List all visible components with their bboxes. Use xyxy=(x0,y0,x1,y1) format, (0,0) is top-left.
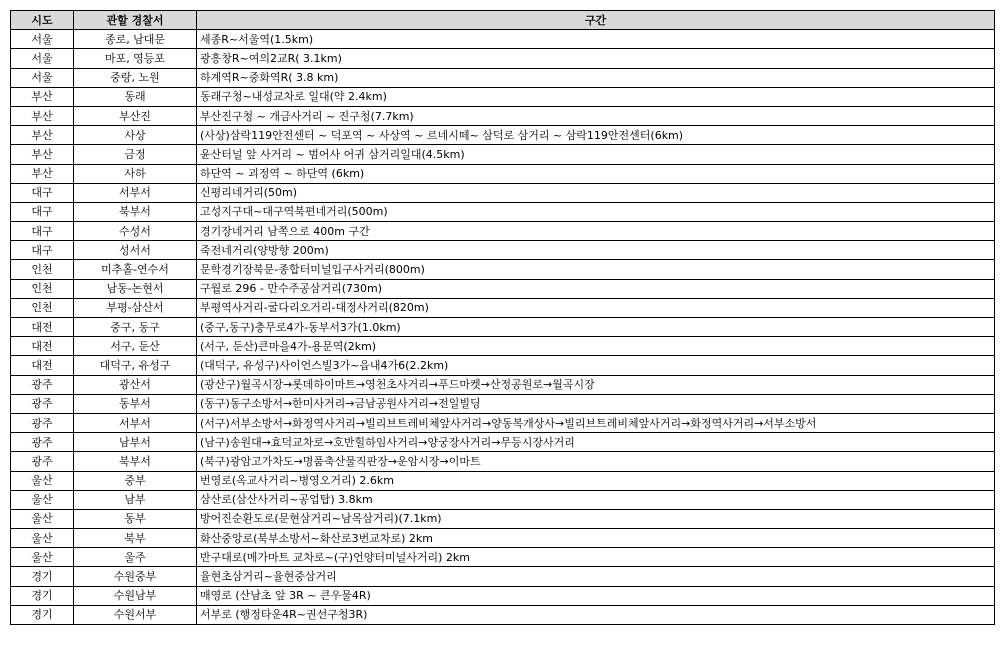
cell-section: 경기장네거리 남쪽으로 400m 구간 xyxy=(197,222,995,241)
cell-police-station: 금정 xyxy=(74,145,197,164)
table-row xyxy=(11,202,995,221)
cell-province: 경기 xyxy=(11,605,74,624)
table-row xyxy=(11,106,995,125)
table-row xyxy=(11,183,995,202)
cell-section: 방어진순환도로(문현삼거리~남목삼거리)(7.1km) xyxy=(197,509,995,528)
cell-section: 윤산터널 앞 사거리 ~ 범어사 어귀 삼거리일대(4.5km) xyxy=(197,145,995,164)
cell-province: 인천 xyxy=(11,260,74,279)
table-row xyxy=(11,222,995,241)
cell-section: (서구, 둔산)큰마을4가-용문역(2km) xyxy=(197,337,995,356)
cell-police-station: 남부 xyxy=(74,490,197,509)
cell-section: (서구)서부소방서→화정역사거리→빌리브트레비체앞사거리→양동복개상사→빌리브트레비체앞사거리→화정역사거리→서부소방서 xyxy=(197,413,995,432)
table-row xyxy=(11,126,995,145)
cell-police-station: 남동-논현서 xyxy=(74,279,197,298)
cell-police-station: 사상 xyxy=(74,126,197,145)
cell-police-station: 서부서 xyxy=(74,413,197,432)
cell-police-station: 종로, 남대문 xyxy=(74,30,197,49)
cell-police-station: 수원서부 xyxy=(74,605,197,624)
cell-province: 광주 xyxy=(11,433,74,452)
cell-police-station: 마포, 영등포 xyxy=(74,49,197,68)
cell-police-station: 수원중부 xyxy=(74,567,197,586)
cell-section: 반구대로(메가마트 교차로~(구)언양터미널사거리) 2km xyxy=(197,548,995,567)
cell-province: 서울 xyxy=(11,30,74,49)
cell-section: 하단역 ~ 괴정역 ~ 하단역 (6km) xyxy=(197,164,995,183)
cell-police-station: 광산서 xyxy=(74,375,197,394)
cell-police-station: 동래 xyxy=(74,87,197,106)
cell-section: 부평역사거리-굴다리오거리-대정사거리(820m) xyxy=(197,298,995,317)
cell-section: (사상)삼락119안전센터 ~ 덕포역 ~ 사상역 ~ 르네시떼~ 삼덕로 삼거리 ~ 삼락119안전센터(6km) xyxy=(197,126,995,145)
cell-province: 광주 xyxy=(11,452,74,471)
cell-section: 동래구청~내성교차로 일대(약 2.4km) xyxy=(197,87,995,106)
cell-section: 구월로 296 - 만수주공삼거리(730m) xyxy=(197,279,995,298)
table-row xyxy=(11,337,995,356)
cell-province: 대구 xyxy=(11,202,74,221)
cell-section: 죽전네거리(양방향 200m) xyxy=(197,241,995,260)
cell-police-station: 부산진 xyxy=(74,106,197,125)
table-row xyxy=(11,567,995,586)
cell-province: 광주 xyxy=(11,394,74,413)
cell-police-station: 북부 xyxy=(74,529,197,548)
cell-police-station: 동부서 xyxy=(74,394,197,413)
header-row xyxy=(11,11,995,30)
cell-section: 세종R~서울역(1.5km) xyxy=(197,30,995,49)
cell-section: (동구)동구소방서→한미사거리→금남공원사거리→전일빌딩 xyxy=(197,394,995,413)
cell-province: 대구 xyxy=(11,241,74,260)
cell-province: 울산 xyxy=(11,471,74,490)
cell-section: 신평리네거리(50m) xyxy=(197,183,995,202)
table-row xyxy=(11,394,995,413)
table-row xyxy=(11,471,995,490)
cell-province: 광주 xyxy=(11,375,74,394)
cell-section: (대덕구, 유성구)사이언스빌3가~읍내4가6(2.2km) xyxy=(197,356,995,375)
cell-province: 부산 xyxy=(11,145,74,164)
cell-section: (광산구)월곡시장→롯데하이마트→영천초사거리→푸드마켓→산정공원로→월곡시장 xyxy=(197,375,995,394)
table-row xyxy=(11,509,995,528)
cell-police-station: 남부서 xyxy=(74,433,197,452)
cell-police-station: 대덕구, 유성구 xyxy=(74,356,197,375)
table-row xyxy=(11,452,995,471)
cell-section: 하계역R~중화역R( 3.8 km) xyxy=(197,68,995,87)
table-row xyxy=(11,241,995,260)
table-row xyxy=(11,529,995,548)
table-row xyxy=(11,375,995,394)
table-row xyxy=(11,586,995,605)
cell-province: 대구 xyxy=(11,183,74,202)
cell-police-station: 중구, 동구 xyxy=(74,318,197,337)
cell-police-station: 성서서 xyxy=(74,241,197,260)
cell-province: 부산 xyxy=(11,106,74,125)
cell-section: 서부로 (행정타운4R~권선구청3R) xyxy=(197,605,995,624)
cell-section: 율현초삼거리~율현중삼거리 xyxy=(197,567,995,586)
table-body xyxy=(11,30,995,625)
table-row xyxy=(11,87,995,106)
table-row xyxy=(11,30,995,49)
cell-province: 서울 xyxy=(11,68,74,87)
cell-section: (북구)광암고가차도→명품축산물직판장→운암시장→이마트 xyxy=(197,452,995,471)
header-section: 구간 xyxy=(197,11,995,30)
cell-province: 인천 xyxy=(11,279,74,298)
cell-province: 대전 xyxy=(11,356,74,375)
cell-section: 삼산로(삼산사거리~공업탑) 3.8km xyxy=(197,490,995,509)
cell-police-station: 중랑, 노원 xyxy=(74,68,197,87)
cell-province: 서울 xyxy=(11,49,74,68)
cell-section: (중구,동구)충무로4가-동부서3가(1.0km) xyxy=(197,318,995,337)
table-row xyxy=(11,68,995,87)
cell-province: 대전 xyxy=(11,318,74,337)
table-row xyxy=(11,49,995,68)
cell-province: 울산 xyxy=(11,548,74,567)
cell-police-station: 중부 xyxy=(74,471,197,490)
cell-province: 부산 xyxy=(11,87,74,106)
cell-section: 화산중앙로(북부소방서~화산로3번교차로) 2km xyxy=(197,529,995,548)
cell-province: 경기 xyxy=(11,586,74,605)
cell-police-station: 수성서 xyxy=(74,222,197,241)
header-province: 시도 xyxy=(11,11,74,30)
table-row xyxy=(11,433,995,452)
table-row xyxy=(11,490,995,509)
cell-province: 울산 xyxy=(11,529,74,548)
cell-province: 광주 xyxy=(11,413,74,432)
table-row xyxy=(11,298,995,317)
table-row xyxy=(11,605,995,624)
cell-section: (남구)송원대→효덕교차로→호반힐하임사거리→양궁장사거리→무등시장사거리 xyxy=(197,433,995,452)
header-police-station: 관할 경찰서 xyxy=(74,11,197,30)
enforcement-zone-table xyxy=(10,10,995,625)
cell-province: 부산 xyxy=(11,126,74,145)
cell-province: 대구 xyxy=(11,222,74,241)
cell-section: 번영로(옥교사거리~병영오거리) 2.6km xyxy=(197,471,995,490)
table-row xyxy=(11,145,995,164)
table-row xyxy=(11,164,995,183)
table-row xyxy=(11,260,995,279)
table-row xyxy=(11,318,995,337)
cell-section: 문학경기장북문-종합터미널입구사거리(800m) xyxy=(197,260,995,279)
cell-section: 광흥창R~여의2교R( 3.1km) xyxy=(197,49,995,68)
cell-police-station: 북부서 xyxy=(74,202,197,221)
cell-police-station: 부평-삼산서 xyxy=(74,298,197,317)
cell-police-station: 서부서 xyxy=(74,183,197,202)
table-row xyxy=(11,356,995,375)
cell-section: 부산진구청 ~ 개금사거리 ~ 진구청(7.7km) xyxy=(197,106,995,125)
cell-police-station: 미추홀-연수서 xyxy=(74,260,197,279)
cell-province: 대전 xyxy=(11,337,74,356)
table-row xyxy=(11,279,995,298)
cell-police-station: 수원남부 xyxy=(74,586,197,605)
cell-province: 울산 xyxy=(11,509,74,528)
cell-province: 울산 xyxy=(11,490,74,509)
cell-police-station: 동부 xyxy=(74,509,197,528)
table-row xyxy=(11,548,995,567)
cell-province: 인천 xyxy=(11,298,74,317)
cell-section: 고성지구대~대구역북편네거리(500m) xyxy=(197,202,995,221)
cell-province: 부산 xyxy=(11,164,74,183)
cell-police-station: 사하 xyxy=(74,164,197,183)
cell-section: 매영로 (산남초 앞 3R ~ 큰우물4R) xyxy=(197,586,995,605)
cell-police-station: 울주 xyxy=(74,548,197,567)
cell-province: 경기 xyxy=(11,567,74,586)
cell-police-station: 서구, 둔산 xyxy=(74,337,197,356)
table-row xyxy=(11,413,995,432)
cell-police-station: 북부서 xyxy=(74,452,197,471)
